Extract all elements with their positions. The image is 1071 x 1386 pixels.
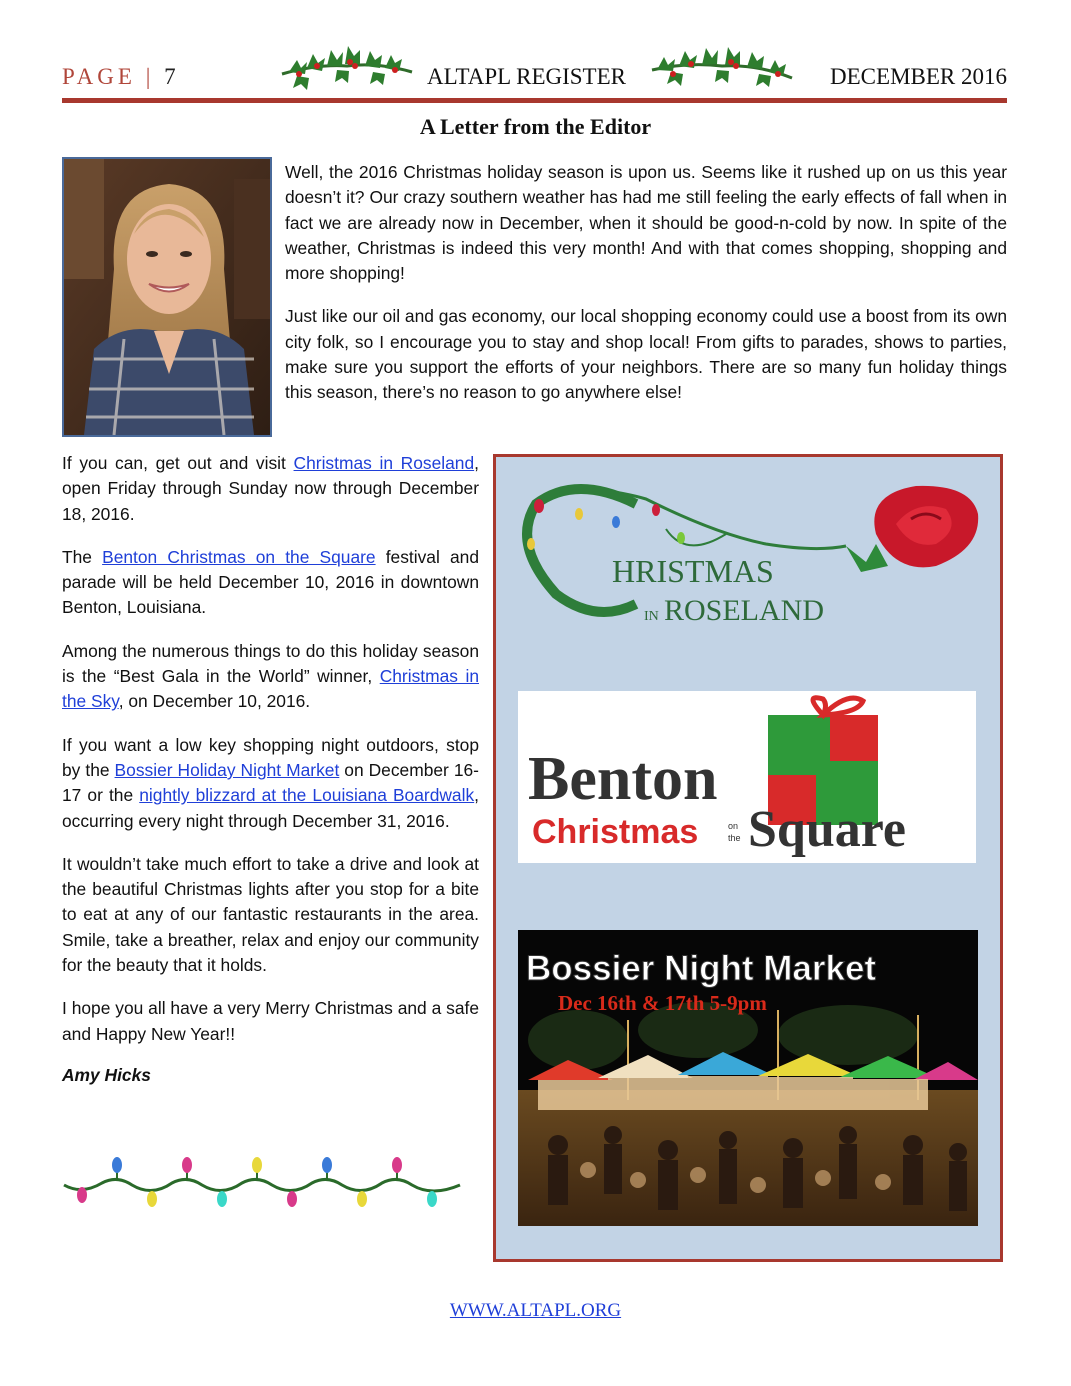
paragraph-market: If you want a low key shopping night outdoors, stop by the Bossier Holiday Night Market on December 16-17 or the nightly blizzard at the Louisiana Boardwalk, occurring every night through December 31, 2016. <box>62 734 479 831</box>
article-title: A Letter from the Editor <box>419 114 652 139</box>
christmas-in-roseland-logo <box>516 474 986 634</box>
holly-garland-right-icon <box>647 36 797 96</box>
newsletter-title: ALTAPL REGISTER <box>427 64 626 89</box>
the-word: the <box>728 833 741 843</box>
square-word: Square <box>748 801 906 858</box>
link-benton-christmas-on-the-square[interactable]: Benton Christmas on the Square <box>102 546 376 567</box>
page-number-label: PAGE | 7 <box>62 64 176 89</box>
christmas-word: Christmas <box>532 813 699 851</box>
website-link[interactable]: WWW.ALTAPL.ORG <box>449 1300 622 1321</box>
left-column <box>62 451 479 1104</box>
intro-paragraph: Well, the 2016 Christmas holiday season is upon us. Seems like it rushed up on us this year doesn’t it? Our crazy southern weather has had me still feeling the early effects of fall when in fact we are already now in December, when it should be good-n-cold by now. In spite of the weather, Christmas is indeed this very month! And with that comes shopping, shopping and more shopping! <box>285 162 1007 284</box>
author-signature: Amy Hicks <box>62 1064 151 1085</box>
intro-text <box>285 160 1007 424</box>
bossier-night-market-photo <box>518 930 978 1226</box>
paragraph-sky: Among the numerous things to do this holiday season is the “Best Gala in the World” winner, Christmas in the Sky, on December 10, 2016. <box>62 640 479 712</box>
editor-photo <box>62 157 272 437</box>
paragraph-roseland: If you can, get out and visit Christmas in Roseland, open Friday through Sunday now through December 18, 2016. <box>62 453 479 524</box>
issue-date: DECEMBER 2016 <box>830 64 1007 89</box>
page-footer <box>0 1300 1071 1322</box>
page-header <box>62 62 1007 96</box>
page-number: 7 <box>164 64 176 89</box>
roseland-in: IN <box>644 609 659 624</box>
on-word: on <box>728 821 739 831</box>
market-photo-title: Bossier Night Market <box>526 949 877 988</box>
link-christmas-in-the-sky[interactable]: Christmas in the Sky <box>62 666 479 712</box>
benton-christmas-logo <box>518 691 976 863</box>
roseland-line2: ROSELAND <box>664 594 825 627</box>
market-photo-subtitle: Dec 16th & 17th 5-9pm <box>558 991 767 1015</box>
benton-word: Benton <box>528 745 718 813</box>
paragraph-lights: It wouldn’t take much effort to take a drive and look at the beautiful Christmas lights after you stop for a bite to eat at any of our fantastic restaurants in the area. Smile, take a breather, relax and enjoy our community for the beauty that it holds. <box>62 853 479 976</box>
header-rule <box>62 98 1007 103</box>
christmas-lights-icon <box>62 1155 462 1211</box>
intro-paragraph: Just like our oil and gas economy, our local shopping economy could use a boost from its own city folk, so I encourage you to stay and shop local! From gifts to parades, shows to parties, make sure you support the efforts of your neighbors. There are so many fun holiday things this season, there’s no reason to go anywhere else! <box>285 306 1007 403</box>
holly-garland-left-icon <box>277 36 417 96</box>
link-christmas-in-roseland[interactable]: Christmas in Roseland <box>293 453 475 473</box>
roseland-line1: HRISTMAS <box>612 553 774 589</box>
paragraph-benton: The Benton Christmas on the Square festival and parade will be held December 10, 2016 in downtown Benton, Louisiana. <box>62 546 479 618</box>
link-nightly-blizzard[interactable]: nightly blizzard at the Louisiana Boardwalk <box>139 785 475 806</box>
link-bossier-holiday-night-market[interactable]: Bossier Holiday Night Market <box>114 759 340 780</box>
paragraph-closing: I hope you all have a very Merry Christmas and a safe and Happy New Year!! <box>62 998 479 1044</box>
